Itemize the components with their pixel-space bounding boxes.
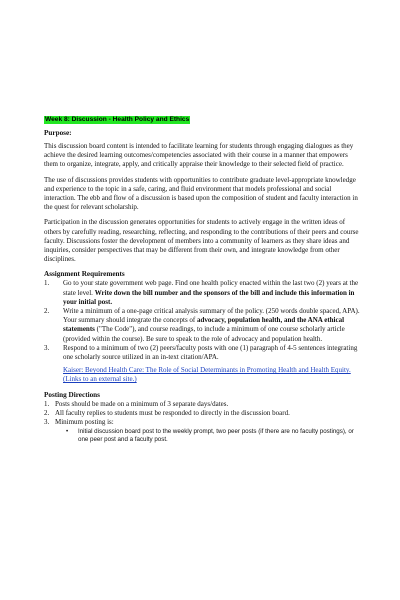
requirement-number: 3.	[44, 343, 50, 352]
posting-item-1	[44, 400, 360, 409]
posting-bullet-text: Initial discussion board post to the weekly prompt, two peer posts (if there are no faculty postings), or one peer post and a faculty post.	[78, 428, 354, 444]
posting-text: All faculty replies to students must be responded to directly in the discussion board.	[55, 408, 290, 417]
kaiser-external-link[interactable]: Kaiser: Beyond Health Care: The Role of Social Determinants in Promoting Health and Health Equity. (Links to an external site.)	[63, 366, 351, 384]
posting-number: 2.	[44, 408, 50, 417]
requirement-text-part: Write a minimum of a one-page critical analysis summary of the policy. (250 words double spaced, APA). Your summary should integrate the concepts of	[63, 307, 360, 325]
requirement-number: 1.	[44, 279, 50, 288]
posting-item-2	[44, 409, 360, 418]
requirement-item-3	[44, 344, 360, 362]
posting-number: 1.	[44, 399, 50, 408]
requirement-text	[63, 307, 360, 344]
bullet-icon: •	[66, 428, 69, 436]
requirement-item-2	[44, 307, 360, 344]
purpose-paragraph-1: This discussion board content is intended to facilitate learning for students through engaging dialogues as they achieve the desired learning outcomes/competencies associated with their course in a manner that empowers them to organize, integrate, apply, and critically appraise their knowledge to their selected field of practice.	[44, 142, 354, 169]
posting-bullet-item	[66, 428, 360, 444]
posting-text: Posts should be made on a minimum of 3 separate days/dates.	[55, 399, 229, 408]
posting-text: Minimum posting is:	[55, 418, 114, 427]
page-title: Week 8: Discussion - Health Policy and Ethics	[45, 116, 190, 123]
posting-directions-heading: Posting Directions	[44, 390, 100, 399]
requirement-text-part: Go to your state government web page. Find one health policy enacted within the last two (2) years at the state level.	[63, 279, 359, 297]
requirement-number: 2.	[44, 307, 50, 316]
requirement-text: Respond to a minimum of two (2) peers/faculty posts with one (1) paragraph of 4-5 sentences integrating one scholarly source utilized in an in-text citation/APA.	[63, 343, 358, 362]
purpose-paragraph-2: The use of discussions provides students with opportunities to contribute graduate level-appropriate knowledge and experience to the topic in a safe, caring, and fluid environment that models professional and social interaction. The ebb and flow of a discussion is based upon the composition of student and faculty interaction in the quest for relevant scholarship.	[44, 175, 358, 212]
requirement-bold-text: advocacy, population health, and the ANA ethical statements	[63, 316, 345, 334]
requirement-bold-text: Write down the bill number and the sponsors of the bill and include this information in your initial post.	[63, 288, 355, 306]
requirement-text-part: ("The Code"), and course readings, to include a minimum of one course scholarly article (provided within the course). Be sure to speak to the role of advocacy and population health.	[63, 325, 345, 343]
requirement-text	[63, 279, 360, 307]
posting-item-3	[44, 418, 360, 427]
purpose-heading: Purpose:	[44, 129, 72, 137]
requirements-heading: Assignment Requirements	[44, 270, 125, 279]
purpose-paragraph-3: Participation in the discussion generates opportunities for students to actively engage in the written ideas of others by carefully reading, researching, reflecting, and responding to the contributions of their peers and course faculty. Discussions foster the development of members into a community of learners as they share ideas and inquiries, consider perspectives that may be different from their own, and integrate knowledge from other disciplines.	[44, 218, 359, 264]
posting-number: 3.	[44, 418, 50, 427]
requirement-item-1	[44, 279, 360, 307]
